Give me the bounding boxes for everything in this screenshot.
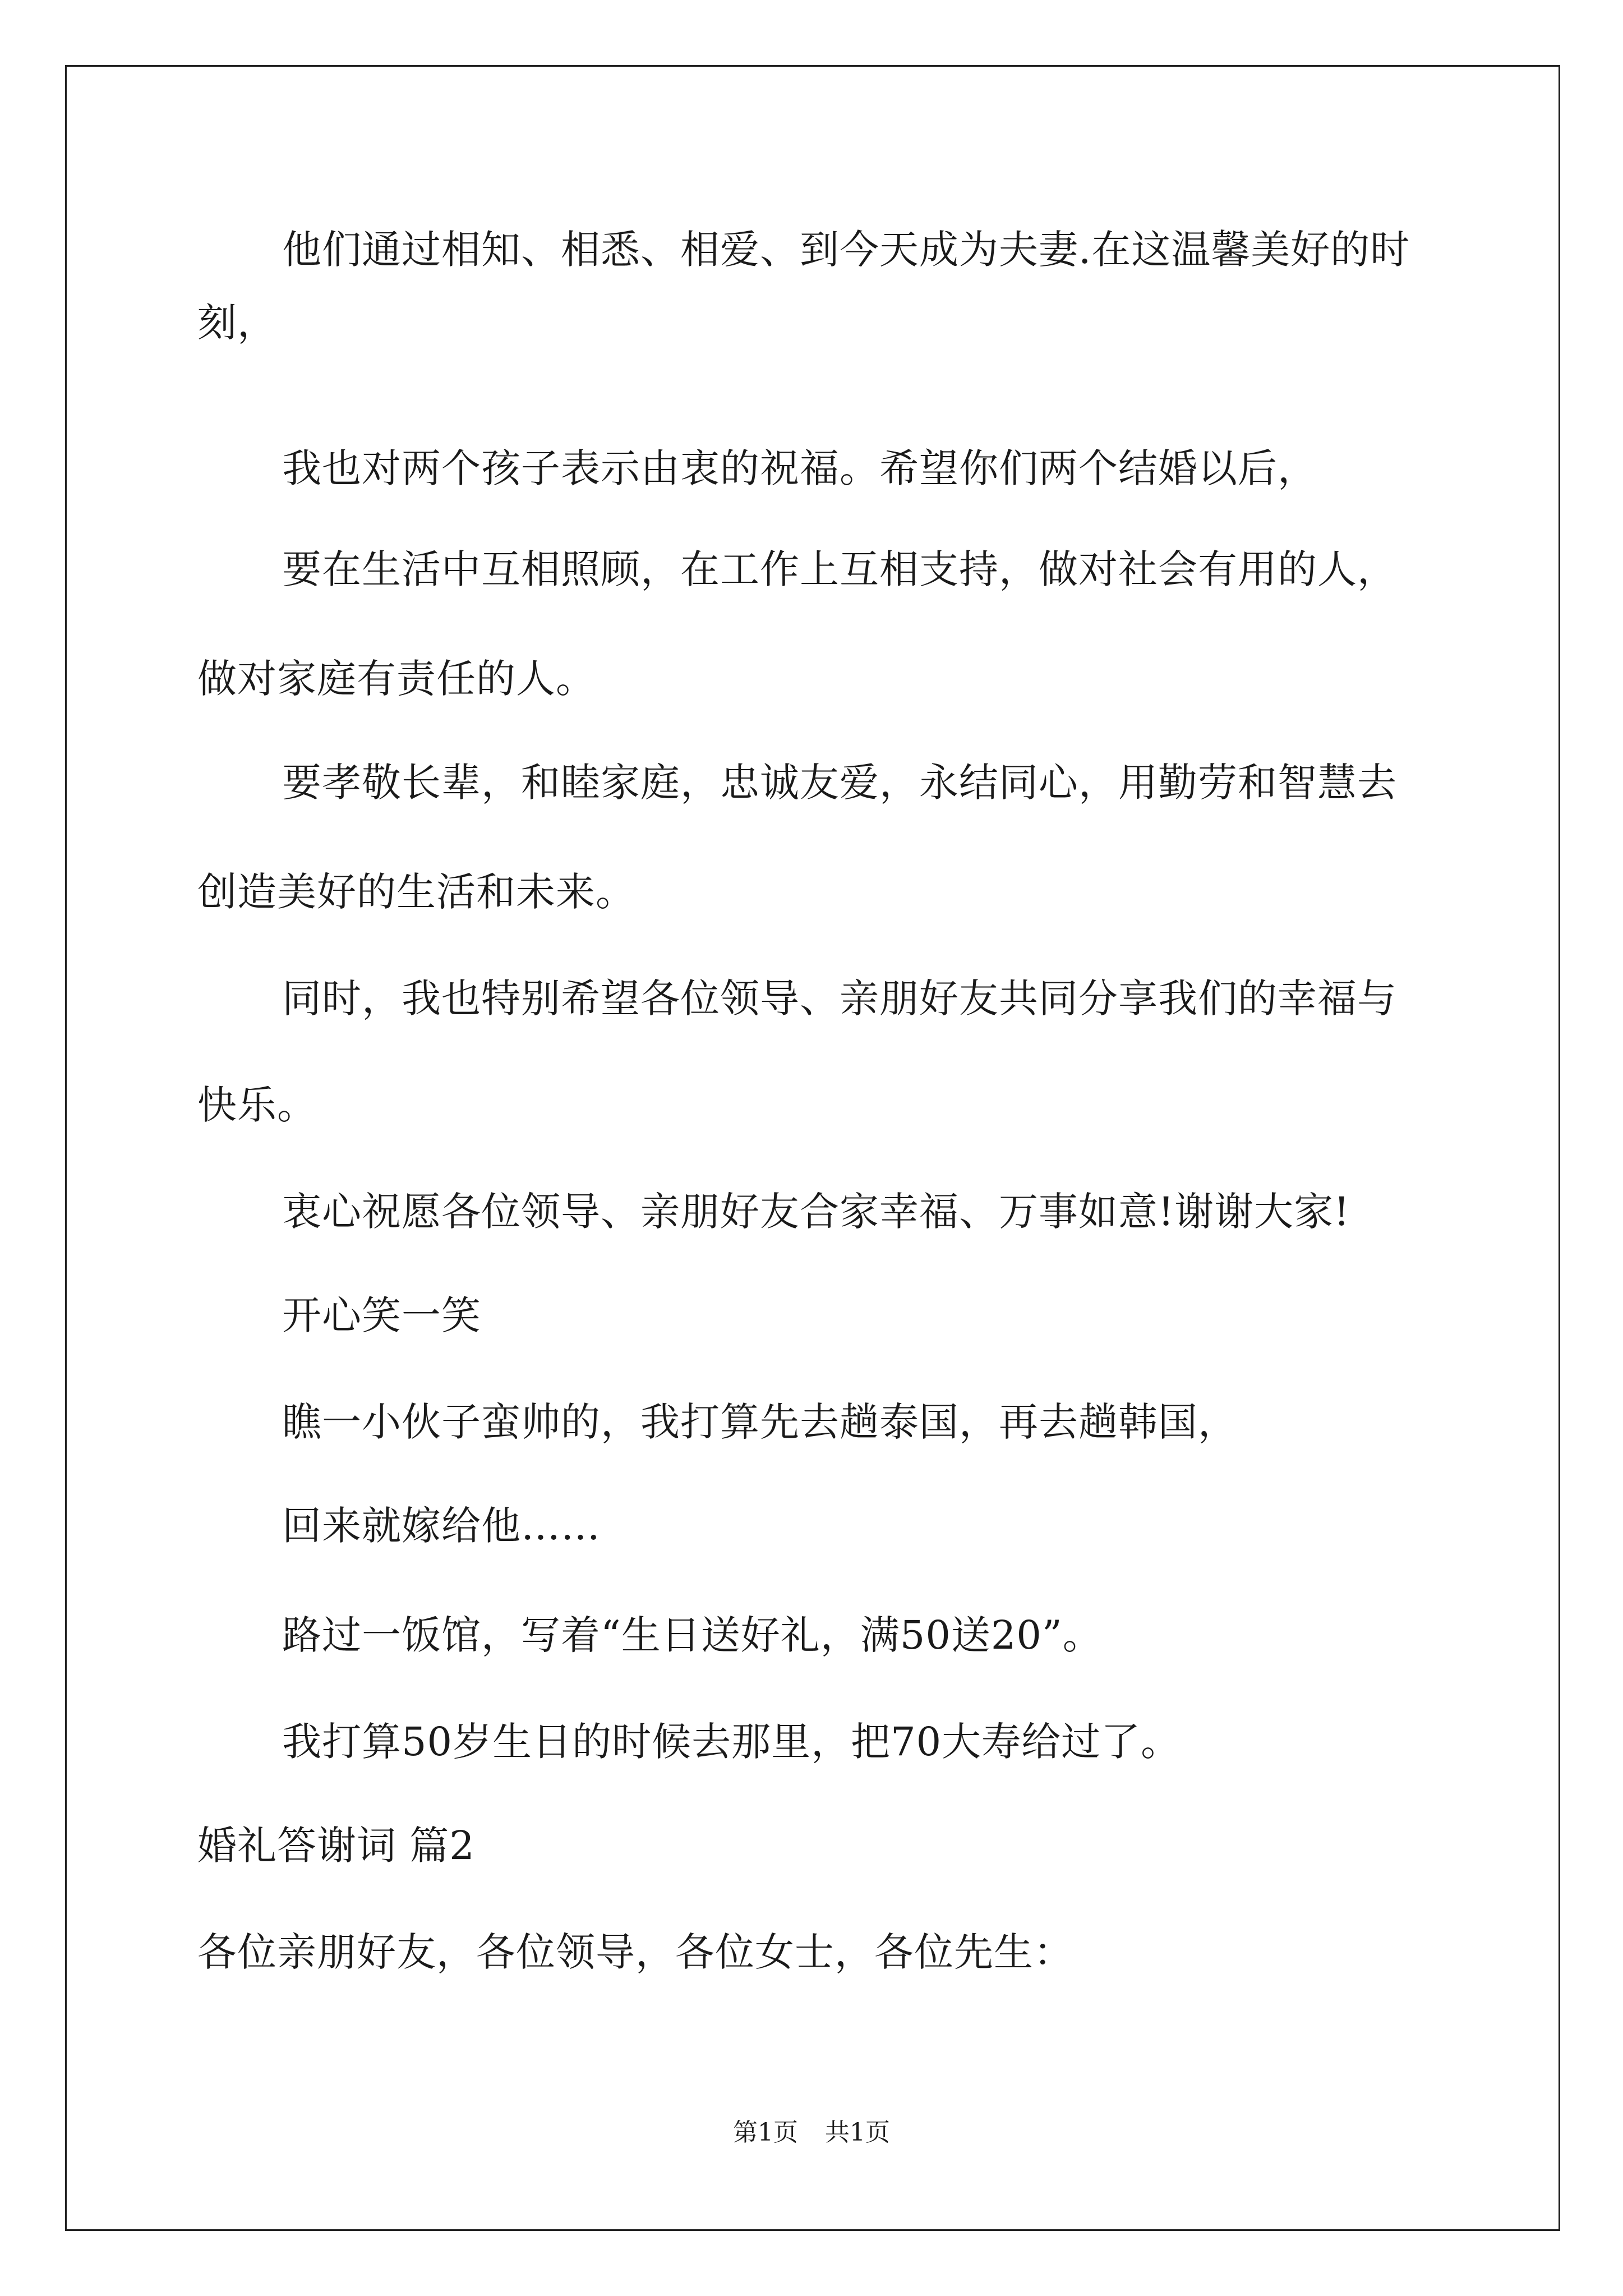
paragraph-line: 开心笑一笑 <box>282 1292 481 1338</box>
paragraph-line: 做对家庭有责任的人。 <box>197 656 596 702</box>
paragraph-line: 各位亲朋好友，各位领导，各位女士，各位先生： <box>197 1929 1073 1975</box>
paragraph-line: 同时，我也特别希望各位领导、亲朋好友共同分享我们的幸福与 <box>282 976 1397 1022</box>
paragraph-line: 他们通过相知、相悉、相爱、到今天成为夫妻.在这温馨美好的时 <box>282 227 1410 273</box>
section-heading: 婚礼答谢词 篇2 <box>197 1823 475 1869</box>
paragraph-line: 要在生活中互相照顾，在工作上互相支持，做对社会有用的人， <box>282 546 1397 592</box>
paragraph-line: 刻， <box>197 300 277 346</box>
paragraph-line: 衷心祝愿各位领导、亲朋好友合家幸福、万事如意!谢谢大家! <box>282 1189 1350 1235</box>
page-footer <box>0 2120 1623 2145</box>
paragraph-line: 瞧一小伙子蛮帅的，我打算先去趟泰国，再去趟韩国， <box>282 1399 1238 1445</box>
paragraph-line: 要孝敬长辈，和睦家庭，忠诚友爱，永结同心，用勤劳和智慧去 <box>282 760 1397 806</box>
page-number: 第1页 <box>733 2118 798 2147</box>
paragraph-line: 我也对两个孩子表示由衷的祝福。希望你们两个结婚以后， <box>282 445 1317 491</box>
paragraph-line: 回来就嫁给他…… <box>282 1503 601 1549</box>
page-border <box>65 65 1560 2231</box>
paragraph-line: 创造美好的生活和未来。 <box>197 869 635 915</box>
paragraph-line: 路过一饭馆，写着“生日送好礼，满50送20”。 <box>282 1612 1103 1658</box>
paragraph-line: 快乐。 <box>197 1082 317 1128</box>
page-total: 共1页 <box>825 2118 890 2147</box>
paragraph-line: 我打算50岁生日的时候去那里，把70大寿给过了。 <box>282 1719 1181 1765</box>
